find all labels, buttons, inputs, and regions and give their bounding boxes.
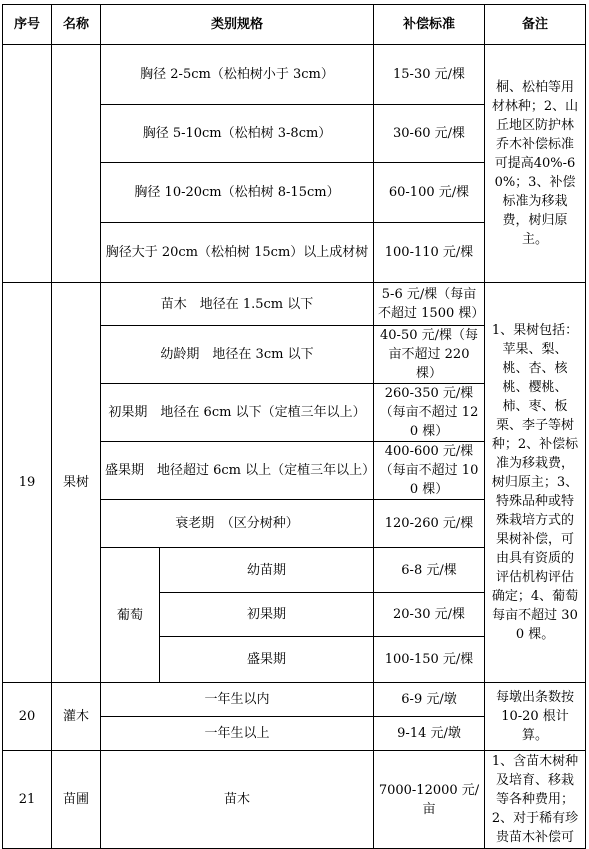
grape-label-cell: 葡萄 <box>101 548 160 683</box>
name-cell: 果树 <box>52 283 101 683</box>
remarks-cell: 每墩出条数按 10-20 根计算。 <box>485 683 586 751</box>
spec-cell: 初果期 <box>160 593 374 637</box>
spec-cell: 胸径 5-10cm（松柏树 3-8cm） <box>101 105 374 163</box>
spec-cell: 苗木 <box>101 751 374 849</box>
comp-cell: 6-8 元/棵 <box>374 548 485 593</box>
header-name: 名称 <box>52 5 101 45</box>
compensation-table <box>2 4 586 849</box>
spec-cell: 衰老期 （区分树种） <box>101 500 374 548</box>
spec-cell: 幼龄期 地径在 3cm 以下 <box>101 326 374 384</box>
spec-cell: 盛果期 <box>160 637 374 683</box>
remarks-cell: 1、含苗木树种及培育、移栽等各种费用；2、对于稀有珍贵苗木补偿可 <box>485 751 586 849</box>
spec-cell: 胸径 10-20cm（松柏树 8-15cm） <box>101 163 374 223</box>
spec-cell: 胸径大于 20cm（松柏树 15cm）以上成材树 <box>101 223 374 283</box>
seq-cell: 21 <box>3 751 52 849</box>
remarks-cell: 桐、松柏等用材林种；2、山丘地区防护林乔木补偿标准可提高40%-60%；3、补偿标准为移栽费，树归原主。 <box>485 45 586 283</box>
name-cell-empty <box>52 45 101 283</box>
comp-cell: 20-30 元/棵 <box>374 593 485 637</box>
comp-cell: 5-6 元/棵（每亩不超过 1500 棵） <box>374 283 485 326</box>
seq-cell: 20 <box>3 683 52 751</box>
comp-cell: 100-110 元/棵 <box>374 223 485 283</box>
table-row <box>3 683 586 717</box>
spec-cell: 胸径 2-5cm（松柏树小于 3cm） <box>101 45 374 105</box>
header-compensation: 补偿标准 <box>374 5 485 45</box>
seq-cell: 19 <box>3 283 52 683</box>
spec-cell: 幼苗期 <box>160 548 374 593</box>
spec-cell: 一年生以内 <box>101 683 374 717</box>
spec-cell: 盛果期 地径超过 6cm 以上（定植三年以上） <box>101 442 374 500</box>
name-cell: 苗圃 <box>52 751 101 849</box>
comp-cell: 60-100 元/棵 <box>374 163 485 223</box>
remarks-cell: 1、果树包括：苹果、梨、桃、杏、核桃、樱桃、柿、枣、板栗、李子等树种；2、补偿标准为移栽费，树归原主；3、特殊品种或特殊栽培方式的果树补偿，可由具有资质的评估机构评估确定；4、葡萄每亩不超过 300 棵。 <box>485 283 586 683</box>
comp-cell: 120-260 元/棵 <box>374 500 485 548</box>
header-remarks: 备注 <box>485 5 586 45</box>
seq-cell-empty <box>3 45 52 283</box>
table-row <box>3 751 586 849</box>
header-spec: 类别规格 <box>101 5 374 45</box>
comp-cell: 15-30 元/棵 <box>374 45 485 105</box>
table-row <box>3 283 586 326</box>
header-seq: 序号 <box>3 5 52 45</box>
comp-cell: 9-14 元/墩 <box>374 717 485 751</box>
comp-cell: 30-60 元/棵 <box>374 105 485 163</box>
name-cell: 灌木 <box>52 683 101 751</box>
spec-cell: 苗木 地径在 1.5cm 以下 <box>101 283 374 326</box>
comp-cell: 6-9 元/墩 <box>374 683 485 717</box>
comp-cell: 400-600 元/棵（每亩不超过 100 棵） <box>374 442 485 500</box>
comp-cell: 40-50 元/棵（每亩不超过 220 棵） <box>374 326 485 384</box>
spec-cell: 一年生以上 <box>101 717 374 751</box>
comp-cell: 100-150 元/棵 <box>374 637 485 683</box>
spec-cell: 初果期 地径在 6cm 以下（定植三年以上） <box>101 384 374 442</box>
header-row <box>3 5 586 45</box>
comp-cell: 260-350 元/棵（每亩不超过 120 棵） <box>374 384 485 442</box>
table-row <box>3 45 586 105</box>
comp-cell: 7000-12000 元/亩 <box>374 751 485 849</box>
